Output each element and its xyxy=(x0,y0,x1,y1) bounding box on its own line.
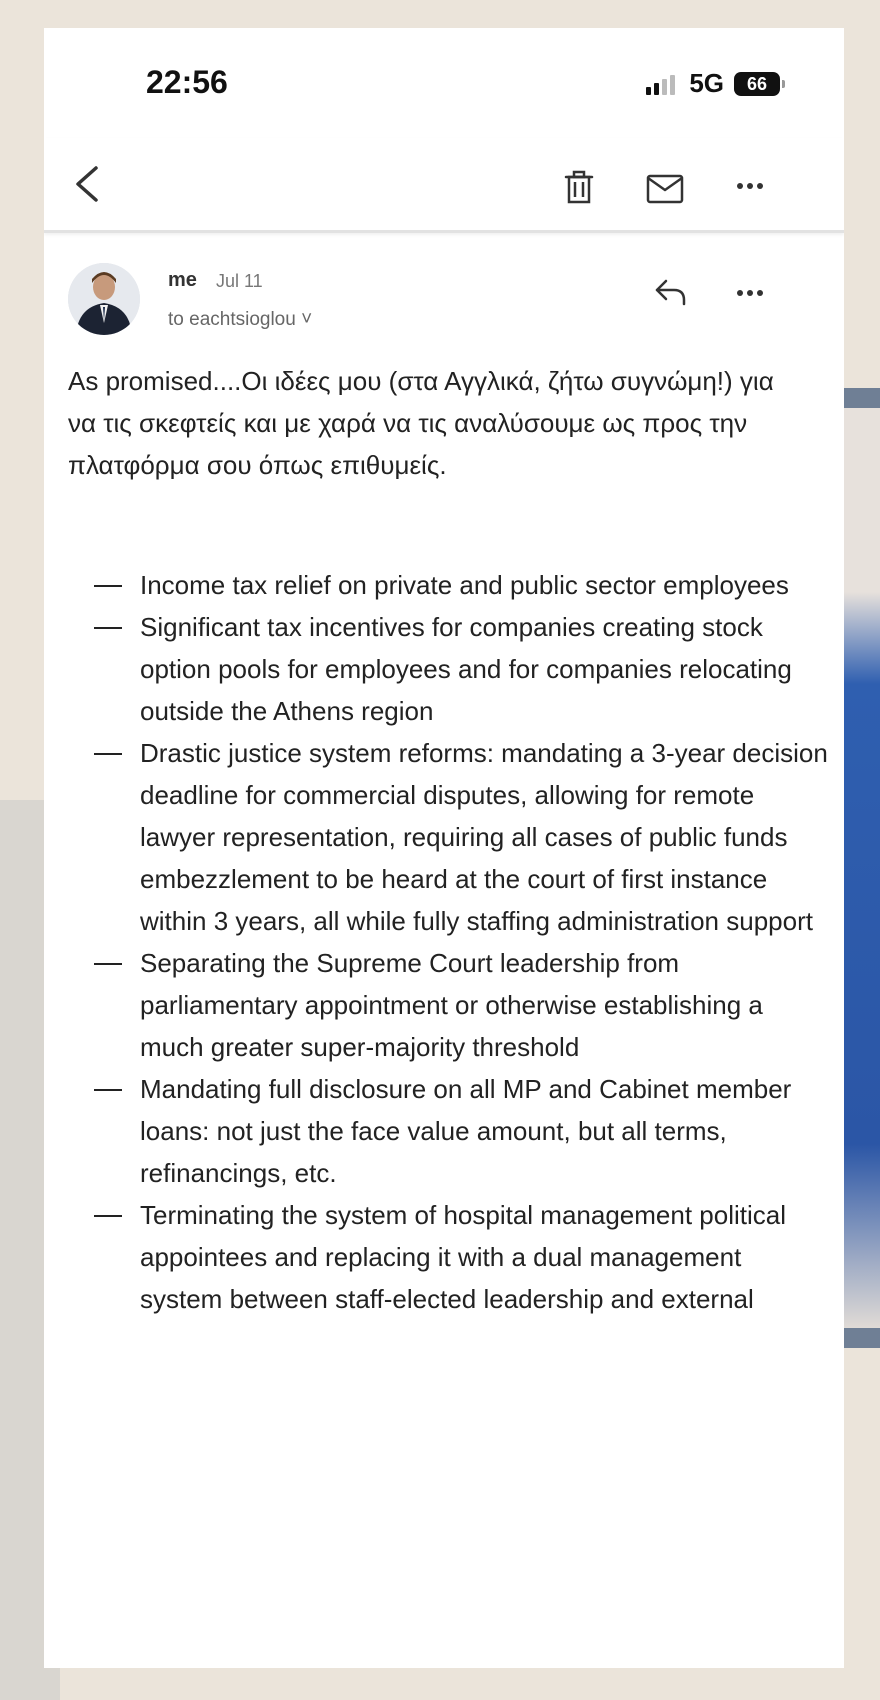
mail-icon[interactable] xyxy=(646,174,684,204)
trash-icon[interactable] xyxy=(564,170,594,204)
avatar[interactable] xyxy=(68,263,140,335)
dash-icon xyxy=(94,1068,124,1110)
list-item-text: Separating the Supreme Court leadership from parliamentary appointment or otherwise establishing a much greater super-majority threshold xyxy=(140,948,763,1062)
dash-icon xyxy=(94,564,124,606)
list-item xyxy=(70,942,830,1068)
list-item-text: Significant tax incentives for companies creating stock option pools for employees and for companies relocating outside the Athens region xyxy=(140,612,792,726)
list-item xyxy=(70,732,830,942)
phone-screen xyxy=(44,28,844,1668)
status-bar xyxy=(44,28,844,138)
list-item-text: Mandating full disclosure on all MP and Cabinet member loans: not just the face value amount, but all terms, refinancings, etc. xyxy=(140,1074,792,1188)
message-header xyxy=(44,243,844,353)
more-horizontal-icon[interactable] xyxy=(732,281,768,305)
message-bullet-list xyxy=(70,564,830,1320)
dash-icon xyxy=(94,732,124,774)
list-item xyxy=(70,564,830,606)
list-item-text: Drastic justice system reforms: mandating a 3-year decision deadline for commercial disputes, allowing for remote lawyer representation, requiring all cases of public funds embezzlement to be heard at the court of first instance within 3 years, all while fully staffing administration support xyxy=(140,738,828,936)
list-item xyxy=(70,606,830,732)
status-time: 22:56 xyxy=(146,64,228,100)
more-horizontal-icon[interactable] xyxy=(732,174,768,198)
message-intro: As promised....Οι ιδέες μου (στα Αγγλικά, ζήτω συγνώμη!) για να τις σκεφτείς και με χαρά να τις αναλύσουμε ως προς την πλατφόρμα σου όπως επιθυμείς. xyxy=(68,366,774,480)
list-item-text: Income tax relief on private and public sector employees xyxy=(140,570,789,600)
background-poster xyxy=(840,388,880,1348)
dash-icon xyxy=(94,942,124,984)
dash-icon xyxy=(94,606,124,648)
top-toolbar xyxy=(44,138,844,233)
sender-name: me xyxy=(168,269,197,291)
message-date: Jul 11 xyxy=(216,271,263,291)
recipient-toggle[interactable]: to eachtsioglou ˅ xyxy=(168,309,313,330)
chevron-left-icon[interactable] xyxy=(68,162,108,206)
list-item xyxy=(70,1194,830,1320)
list-item-text: Terminating the system of hospital management political appointees and replacing it with a dual management system between staff-elected leadership and external xyxy=(140,1200,786,1314)
network-label: 5G xyxy=(689,68,724,98)
status-indicators xyxy=(646,68,780,99)
list-item xyxy=(70,1068,830,1194)
reply-icon[interactable] xyxy=(654,277,688,307)
signal-icon xyxy=(646,73,675,95)
battery-icon: 66 xyxy=(734,72,780,96)
dash-icon xyxy=(94,1194,124,1236)
